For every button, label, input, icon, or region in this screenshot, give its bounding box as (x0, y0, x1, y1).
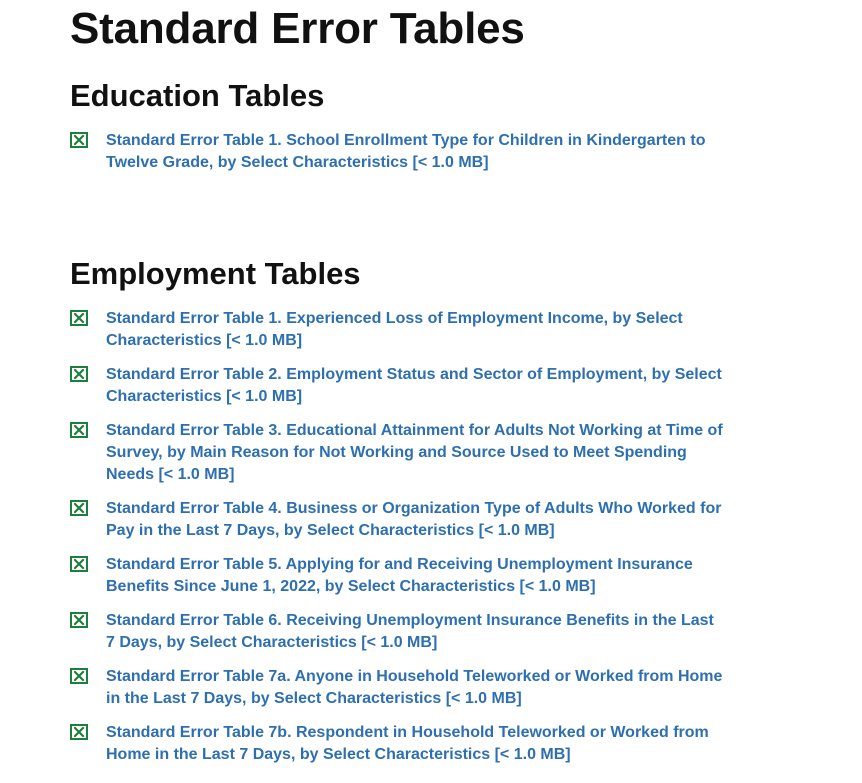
file-link[interactable]: Standard Error Table 1. School Enrollment Type for Children in Kindergarten to Twelve Grade, by Select Characteristics [< 1.0 MB] (106, 132, 706, 171)
section-title-employment: Employment Tables (70, 256, 361, 291)
list-item (70, 666, 770, 710)
list-item (70, 498, 770, 542)
file-link[interactable]: Standard Error Table 7b. Respondent in Household Teleworked or Worked from Home in the Last 7 Days, by Select Characteristics [< 1.0 MB] (106, 724, 709, 763)
excel-file-icon (70, 422, 88, 438)
employment-file-list (70, 308, 770, 778)
section-title-education: Education Tables (70, 78, 325, 113)
list-item (70, 722, 770, 766)
excel-file-icon (70, 668, 88, 684)
page-title: Standard Error Tables (70, 4, 525, 53)
education-file-list (70, 130, 770, 186)
list-item (70, 420, 770, 486)
list-item (70, 610, 770, 654)
excel-file-icon (70, 556, 88, 572)
excel-file-icon (70, 724, 88, 740)
excel-file-icon (70, 500, 88, 516)
list-item (70, 308, 770, 352)
file-link[interactable]: Standard Error Table 7a. Anyone in Household Teleworked or Worked from Home in the Last 7 Days, by Select Characteristics [< 1.0 MB] (106, 668, 723, 707)
file-link[interactable]: Standard Error Table 2. Employment Status and Sector of Employment, by Select Characteristics [< 1.0 MB] (106, 366, 722, 405)
file-link[interactable]: Standard Error Table 4. Business or Organization Type of Adults Who Worked for Pay in the Last 7 Days, by Select Characteristics [< 1.0 MB] (106, 500, 722, 539)
file-link[interactable]: Standard Error Table 1. Experienced Loss of Employment Income, by Select Characteristics [< 1.0 MB] (106, 310, 683, 349)
file-link[interactable]: Standard Error Table 6. Receiving Unemployment Insurance Benefits in the Last 7 Days, by Select Characteristics [< 1.0 MB] (106, 612, 714, 651)
file-link[interactable]: Standard Error Table 5. Applying for and Receiving Unemployment Insurance Benefits Since June 1, 2022, by Select Characteristics [< 1.0 MB] (106, 556, 693, 595)
list-item (70, 554, 770, 598)
excel-file-icon (70, 612, 88, 628)
list-item (70, 130, 770, 174)
excel-file-icon (70, 366, 88, 382)
list-item (70, 364, 770, 408)
excel-file-icon (70, 310, 88, 326)
file-link[interactable]: Standard Error Table 3. Educational Attainment for Adults Not Working at Time of Survey, by Main Reason for Not Working and Source Used to Meet Spending Needs [< 1.0 MB] (106, 422, 723, 483)
excel-file-icon (70, 132, 88, 148)
